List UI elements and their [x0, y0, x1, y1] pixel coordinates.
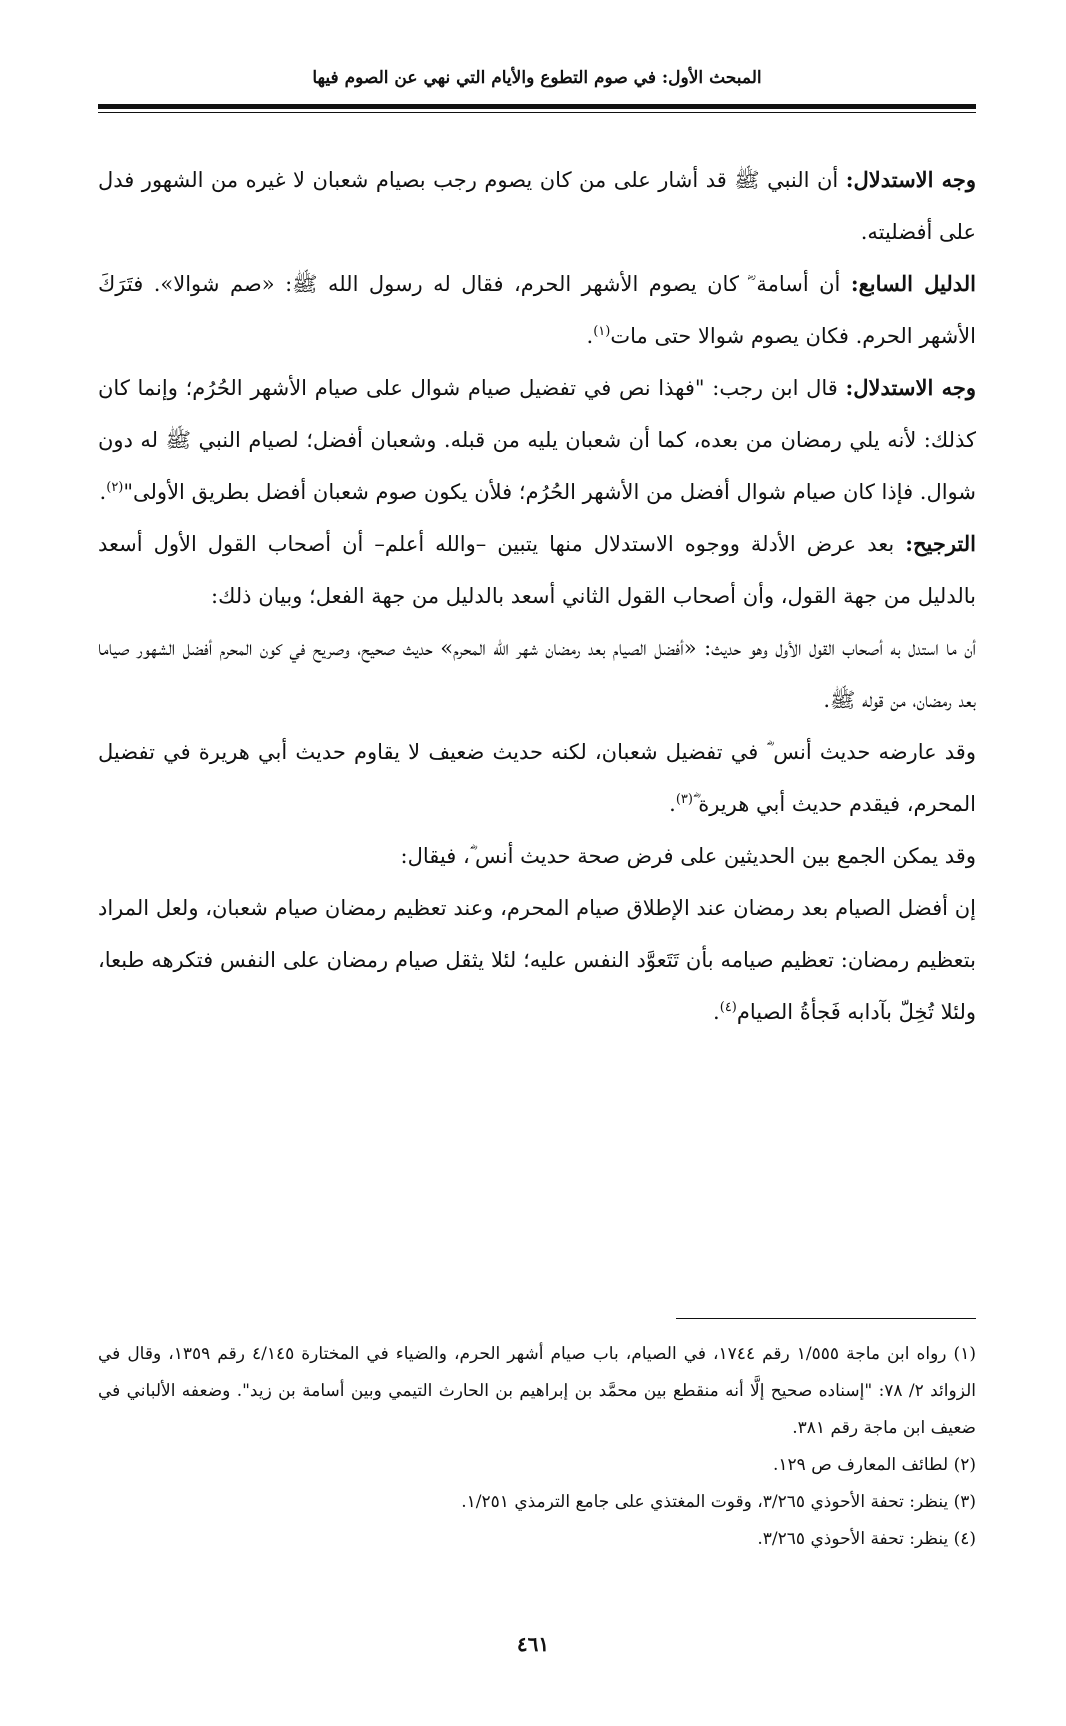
footnote-marker[interactable]: (٣) — [675, 792, 693, 807]
page-number: ٤٦١ — [516, 1632, 550, 1656]
footnote: (١) رواه ابن ماجة ١/٥٥٥ رقم ١٧٤٤، في الصيام، باب صيام أشهر الحرم، والضياء في المختارة ٤/١٤٥ رقم ١٣٥٩، وقال في الزوائد ٢/ ٧٨: "إسناده صحيح إلَّا أنه منقطع بين محمَّد بن إبراهيم بن الحارث التيمي وبين أسامة بن زيد". وضعفه الألباني في ضعيف ابن ماجة رقم ٣٨١. — [98, 1344, 976, 1438]
paragraph-text: أن ما استدل به أصحاب القول الأول وهو حديث: «أفضل الصيام بعد رمضان شهر الله المحرم» حديث صحيح، وصريح في كون المحرم أفضل الشهور صياما بعد رمضان، من قوله ﷺ. — [98, 636, 976, 712]
paragraph-text: أن النبي ﷺ قد أشار على من كان يصوم رجب بصيام شعبان لا غيره من الشهور فدل على أفضليته. — [98, 168, 976, 244]
footnote-marker[interactable]: (٤) — [719, 1000, 737, 1015]
paragraph-lead: الدليل السابع: — [850, 271, 976, 296]
paragraph-text: وقد يمكن الجمع بين الحديثين على فرض صحة حديث أنس ؓ، فيقال: — [400, 844, 976, 868]
footnote: (٢) لطائف المعارف ص ١٢٩. — [773, 1455, 976, 1475]
paragraph — [98, 518, 976, 622]
paragraph-text: إن أفضل الصيام بعد رمضان عند الإطلاق صيام المحرم، وعند تعظيم رمضان صيام شعبان، ولعل المراد بتعظيم رمضان: تعظيم صيامه بأن تَتَعوَّد النفس عليه؛ لئلا يثقل صيام رمضان على النفس فتكرهه طبعا، ولئلا تُخِلّ بآدابه فَجأةُ الصيام — [98, 896, 976, 1024]
paragraph: وقد عارضه حديث أنس ؓ في تفضيل شعبان، لكنه حديث ضعيف لا يقاوم حديث أبي هريرة في تفضيل المحرم، فيقدم حديث أبي هريرة ؓ$^{(٣)}$. — [98, 740, 976, 816]
header-rule-thin — [98, 112, 976, 113]
footnote: (٤) ينظر: تحفة الأحوذي ٣/٢٦٥. — [757, 1529, 976, 1549]
body-text — [98, 154, 976, 1038]
footnote-separator — [676, 1318, 976, 1319]
footnote: (٣) ينظر: تحفة الأحوذي ٣/٢٦٥، وقوت المغتذي على جامع الترمذي ١/٢٥١. — [461, 1492, 976, 1512]
paragraph-text: وقد عارضه حديث أنس ؓ في تفضيل شعبان، لكنه حديث ضعيف لا يقاوم حديث أبي هريرة في تفضيل المحرم، فيقدم حديث أبي هريرة ؓ — [98, 740, 976, 816]
paragraph: الدليل السابع: أن أسامة ؓ كان يصوم الأشهر الحرم، فقال له رسول الله ﷺ: «صم شوالا». فتَرَكَ الأشهر الحرم. فكان يصوم شوالا حتى مات$^{(١)}$. — [98, 271, 976, 348]
paragraph-text: أن أسامة ؓ كان يصوم الأشهر الحرم، فقال له رسول الله ﷺ: «صم شوالا». فتَرَكَ الأشهر الحرم. فكان يصوم شوالا حتى مات — [98, 272, 976, 348]
paragraph-lead: الترجيح: — [905, 531, 976, 556]
footnotes — [98, 1336, 976, 1558]
paragraph: إن أفضل الصيام بعد رمضان عند الإطلاق صيام المحرم، وعند تعظيم رمضان صيام شعبان، ولعل المراد بتعظيم رمضان: تعظيم صيامه بأن تَتَعوَّد النفس عليه؛ لئلا يثقل صيام رمضان على النفس فتكرهه طبعا، ولئلا تُخِلّ بآدابه فَجأةُ الصيام$^{(٤)}$. — [98, 896, 976, 1024]
paragraph — [98, 622, 976, 726]
paragraph — [98, 154, 976, 258]
running-header: المبحث الأول: في صوم التطوع والأيام التي نهي عن الصوم فيها — [312, 68, 762, 88]
paragraph-lead: وجه الاستدلال: — [845, 375, 977, 400]
paragraph — [98, 830, 976, 882]
footnote-marker[interactable]: (١) — [593, 324, 611, 339]
paragraph-text: بعد عرض الأدلة ووجوه الاستدلال منها يتبين –والله أعلم– أن أصحاب القول الأول أسعد بالدليل من جهة القول، وأن أصحاب القول الثاني أسعد بالدليل من جهة الفعل؛ وبيان ذلك: — [98, 532, 976, 608]
paragraph-lead: وجه الاستدلال: — [845, 167, 976, 192]
paragraph: وجه الاستدلال: قال ابن رجب: "فهذا نص في تفضيل صيام شوال على صيام الأشهر الحُرُم؛ وإنما كان كذلك: لأنه يلي رمضان من بعده، كما أن شعبان يليه من قبله. وشعبان أفضل؛ لصيام النبي ﷺ له دون شوال. فإذا كان صيام شوال أفضل من الأشهر الحُرُم؛ فلأن يكون صوم شعبان أفضل بطريق الأولى"$^{(٢)}$. — [98, 375, 977, 504]
paragraph-text: قال ابن رجب: "فهذا نص في تفضيل صيام شوال على صيام الأشهر الحُرُم؛ وإنما كان كذلك: لأنه يلي رمضان من بعده، كما أن شعبان يليه من قبله. وشعبان أفضل؛ لصيام النبي ﷺ له دون شوال. فإذا كان صيام شوال أفضل من الأشهر الحُرُم؛ فلأن يكون صوم شعبان أفضل بطريق الأولى" — [98, 376, 976, 504]
footnote-marker[interactable]: (٢) — [106, 480, 124, 495]
header-rule — [98, 104, 976, 109]
